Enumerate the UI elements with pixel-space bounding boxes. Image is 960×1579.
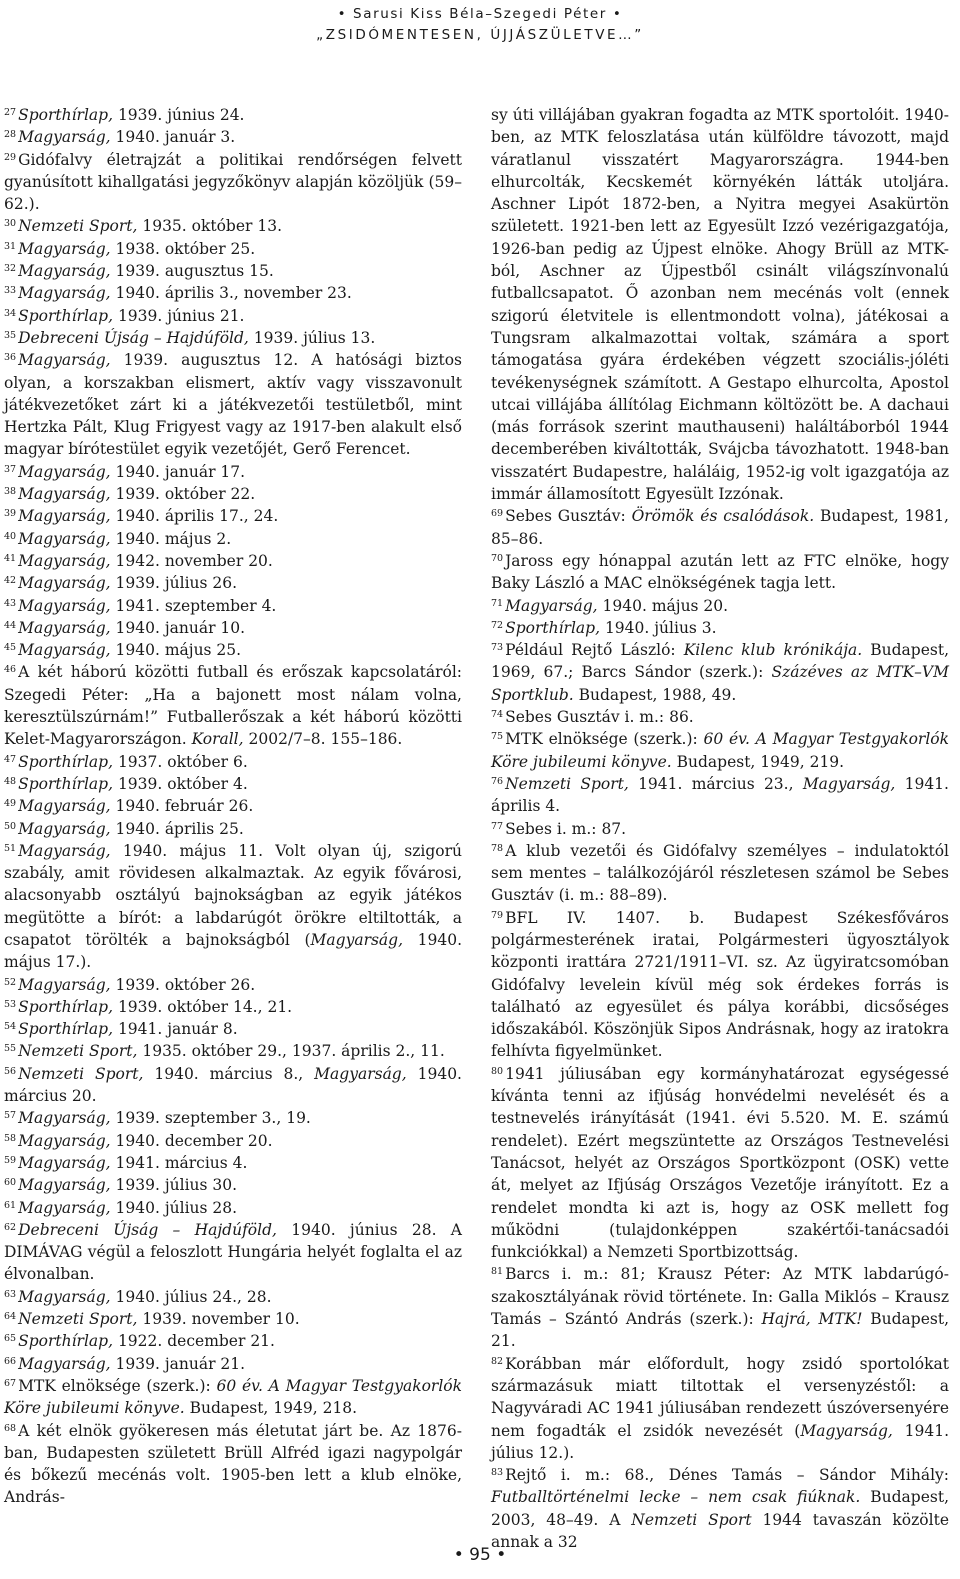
footnote: [491, 1063, 949, 1264]
footnote-text: Sporthírlap, 1939. október 4.: [18, 774, 248, 793]
footnote-text: Rejtő i. m.: 68., Dénes Tamás – Sándor Mihály: Futballtörténelmi lecke – nem csak fiúknak. Budapest, 2003, 48–49. A Nemzeti Sport 1944 tavaszán közölte annak a 32: [491, 1466, 949, 1551]
footnote: [4, 483, 462, 505]
footnote: [4, 327, 462, 349]
footnote: [4, 773, 462, 795]
footnote-text: Magyarság, 1942. november 20.: [18, 551, 273, 570]
footnote-text: Gidófalvy életrajzát a politikai rendőrségen felvett gyanúsított kihallgatási jegyzőkönyv alapján közöljük (59–62.).: [4, 150, 462, 214]
footnote-text: Magyarság, 1940. május 20.: [505, 596, 729, 615]
footnote-text: Magyarság, 1940. január 10.: [18, 618, 246, 637]
footnote-text: Magyarság, 1939. október 26.: [18, 975, 256, 994]
footnote-text: Nemzeti Sport, 1940. március 8., Magyarság, 1940. március 20.: [4, 1064, 462, 1106]
page-number: • 95 •: [453, 1545, 507, 1565]
footnote-number: 52: [4, 976, 17, 988]
footnote-number: 58: [4, 1132, 17, 1144]
footnote-number: 50: [4, 820, 17, 832]
footnote: [491, 595, 949, 617]
footnote-text: Nemzeti Sport, 1935. október 13.: [18, 217, 283, 236]
footnote-number: 81: [491, 1266, 504, 1278]
footnote: [4, 1197, 462, 1219]
footnote-number: 30: [4, 218, 17, 230]
footnote-text: Barcs i. m.: 81; Krausz Péter: Az MTK labdarúgó-szakosztályának rövid története. In: Galla Miklós – Krausz Tamás – Szántó András (szerk.): Hajrá, MTK! Budapest, 21.: [491, 1265, 950, 1351]
footnote-number: 66: [4, 1355, 17, 1367]
footnote-number: 71: [491, 597, 504, 609]
footnote: [4, 528, 462, 550]
footnote-text: Magyarság, 1940. április 25.: [18, 819, 244, 838]
footnote-text: Magyarság, 1940. február 26.: [18, 797, 254, 816]
footnote: [4, 1174, 462, 1196]
footnote: [4, 1040, 462, 1062]
footnote: [4, 126, 462, 148]
footnote-number: 76: [491, 775, 504, 787]
footnote-number: 62: [4, 1221, 17, 1233]
footnote-text: MTK elnöksége (szerk.): 60 év. A Magyar Testgyakorlók Köre jubileumi könyve. Budapest, 1949, 218.: [4, 1376, 463, 1418]
footnote-text: Például Rejtő László: Kilenc klub krónikája. Budapest, 1969, 67.; Barcs Sándor (szerk.): Százéves az MTK–VM Sportklub. Budapest, 1988, 49.: [491, 641, 950, 704]
footnote-text: Nemzeti Sport, 1939. november 10.: [18, 1310, 300, 1329]
footnote-text: Sebes Gusztáv i. m.: 86.: [505, 708, 694, 727]
footnote-text: Magyarság, 1939. január 21.: [18, 1354, 246, 1373]
footnote: [491, 617, 949, 639]
footnote-number: 31: [4, 240, 17, 252]
footnote: [491, 773, 949, 818]
footnote-number: 83: [491, 1467, 504, 1479]
footnote: [4, 550, 462, 572]
footnote-text: Debreceni Újság – Hajdúföld, 1939. július 13.: [18, 328, 376, 347]
footnote-text: Magyarság, 1940. január 17.: [18, 462, 246, 481]
footnote-number: 60: [4, 1177, 17, 1189]
footnote: [4, 505, 462, 527]
footnote-number: 37: [4, 463, 17, 475]
footnote-text: Magyarság, 1940. július 24., 28.: [18, 1287, 272, 1306]
footnote-text: Sporthírlap, 1940. július 3.: [505, 618, 717, 637]
running-head-authors: • Sarusi Kiss Béla–Szegedi Péter •: [337, 6, 623, 22]
footnote-number: 51: [4, 842, 17, 854]
footnote: [4, 1063, 462, 1108]
footnote-text: Jaross egy hónappal azután lett az FTC elnöke, hogy Baky László a MAC elnökségének tagja lett.: [491, 551, 949, 593]
footnote-text: Magyarság, 1940. április 3., november 23.: [18, 284, 352, 303]
footnote-text: Magyarság, 1939. augusztus 15.: [18, 262, 274, 281]
footnote: [4, 840, 462, 974]
footnote: [491, 907, 949, 1063]
footnote: [4, 818, 462, 840]
footnote: [491, 706, 949, 728]
footnote-text: Magyarság, 1939. október 22.: [18, 485, 256, 504]
footnote: [4, 149, 462, 216]
footnote-number: 69: [491, 508, 504, 520]
footnote-text: A klub vezetői és Gidófalvy személyes – indulatoktól sem mentes – találkozójáról részletesen számol be Sebes Gusztáv (i. m.: 88–89).: [491, 841, 949, 905]
footnote-number: 53: [4, 998, 17, 1010]
footnote-text: Magyarság, 1940. július 28.: [18, 1198, 238, 1217]
footnote: [4, 1420, 462, 1509]
footnote-text: Magyarság, 1940. április 17., 24.: [18, 507, 279, 526]
footnote-text: Magyarság, 1940. december 20.: [18, 1131, 273, 1150]
footnote-text: Magyarság, 1940. január 3.: [18, 128, 236, 147]
footnote: [4, 215, 462, 237]
footnote: [4, 639, 462, 661]
footnote-number: 39: [4, 508, 17, 520]
footnote-number: 54: [4, 1021, 17, 1033]
footnote: [4, 795, 462, 817]
footnote-number: 79: [491, 909, 504, 921]
footnote: [491, 840, 949, 907]
footnote: [4, 996, 462, 1018]
footnote-number: 80: [491, 1065, 504, 1077]
footnote: [491, 818, 949, 840]
footnote-number: 75: [491, 731, 504, 743]
footnote-number: 40: [4, 530, 17, 542]
footnote-number: 78: [491, 842, 504, 854]
footnote-number: 33: [4, 285, 17, 297]
footnote: [4, 282, 462, 304]
footnote: [491, 1464, 949, 1553]
footnote: [4, 974, 462, 996]
footnote: [4, 1107, 462, 1129]
footnote-text: Magyarság, 1939. szeptember 3., 19.: [18, 1109, 311, 1128]
footnote: [491, 639, 949, 706]
footnote-number: 35: [4, 329, 17, 341]
footnote-text: Sebes i. m.: 87.: [505, 819, 627, 838]
footnote-number: 36: [4, 352, 17, 364]
footnote-number: 57: [4, 1110, 17, 1122]
footnote: [4, 461, 462, 483]
footnote-number: 44: [4, 619, 17, 631]
footnote-number: 63: [4, 1288, 17, 1300]
footnote-text: Korábban már előfordult, hogy zsidó sportolókat származásuk miatt tiltottak el versenyzéstől: a Nagyváradi AC 1941 júliusában rendezett úszóversenyére nem fogadták el zsidók nevezését (Magyarság, 1941. július 12.).: [491, 1354, 949, 1462]
footnote-number: 38: [4, 486, 17, 498]
running-head: [0, 4, 960, 46]
footnote: [4, 1353, 462, 1375]
footnote-text: MTK elnöksége (szerk.): 60 év. A Magyar Testgyakorlók Köre jubileumi könyve. Budapest, 1949, 219.: [491, 730, 950, 771]
footnote-number: 74: [491, 709, 504, 721]
footnote: [4, 104, 462, 126]
footnote-text: Sporthírlap, 1937. október 6.: [18, 752, 248, 771]
footnote: [4, 1130, 462, 1152]
footnote-text: A két háború közötti futball és erőszak kapcsolatáról: Szegedi Péter: „Ha a bajonett most nálam volna, keresztülszúrnám!” Futballerőszak a két háború közötti Kelet-Magyarországon. Korall, 2002/7–8. 155–186.: [4, 663, 462, 749]
footnote-number: 61: [4, 1199, 17, 1211]
running-head-title: „ZSIDÓMENTESEN, ÚJJÁSZÜLETVE…”: [316, 27, 644, 43]
footnote: [4, 1308, 462, 1330]
footnote-number: 46: [4, 664, 17, 676]
footnote: [4, 305, 462, 327]
footnote-text: sy úti villájában gyakran fogadta az MTK sportolóit. 1940-ben, az MTK feloszlatása után külföldre távozott, majd váratlanul visszatért Magyarországra. 1944-ben elhurcolták, Kecskemét környékén látták utoljára. Aschner Lipót 1872-ben, a Nyitra megyei Asakürtön született. 1921-ben lett az Egyesült Izzó vezérigazgatója, 1926-ban pedig az Újpest elnöke. Ahogy Brüll az MTK-ból, Aschner az Újpestből csinált világszínvonalú futballcsapatot. Ő azonban nem mecénás volt (ennek szigorú életvitele is ellentmondott volna), játékosai a Tungsram alkalmazottai voltak, számára a sport támogatása gyára érdekében végzett szociális-jóléti tevékenységnek számított. A Gestapo elhurcolta, Apostol utcai villájába állítólag Eichmann költözött be. A dachaui (más források szerint mauthauseni) haláltáborból 1944 decemberében kiváltották, Svájcba távozhatott. 1948-ban visszatért Budapestre, haláláig, 1952-ig volt igazgatója az immár államosított Egyesült Izzónak.: [491, 106, 949, 504]
footnote-number: 55: [4, 1043, 17, 1055]
footnote-number: 49: [4, 798, 17, 810]
footnote: [4, 1286, 462, 1308]
footnote: [491, 104, 949, 505]
footnote-text: Sporthírlap, 1922. december 21.: [18, 1332, 275, 1351]
footnote-text: Nemzeti Sport, 1935. október 29., 1937. április 2., 11.: [18, 1042, 445, 1061]
footnote-number: 27: [4, 107, 17, 118]
footnote-number: 47: [4, 753, 17, 765]
footnote: [4, 349, 462, 460]
footnote: [4, 572, 462, 594]
footnote-number: 32: [4, 263, 17, 275]
footnotes-column-left: [4, 104, 462, 1509]
footnote-text: Magyarság, 1940. május 2.: [18, 529, 232, 548]
footnote-number: 43: [4, 597, 17, 609]
footnote-number: 34: [4, 307, 17, 319]
footnote-number: 72: [491, 619, 504, 631]
footnote-text: Sebes Gusztáv: Örömök és csalódások. Budapest, 1981, 85–86.: [491, 507, 949, 548]
footnote: [4, 238, 462, 260]
footnote-number: 68: [4, 1422, 17, 1434]
footnote-text: BFL IV. 1407. b. Budapest Székesfőváros polgármesterének iratai, Polgármesteri ügyosztályok központi irattára 2721/1911–VI. sz. Az ügyiratcsomóban Gidófalvy levelein kívül még sok érdekes forrás is található az egyesület és pálya korábbi, dicsőséges időszakából. Köszönjük Sipos Andrásnak, hogy az iratokra felhívta figyelmünket.: [491, 908, 949, 1061]
footnote-text: Sporthírlap, 1939. június 21.: [18, 306, 245, 325]
footnote-text: Sporthírlap, 1939. június 24.: [18, 106, 245, 124]
footnote: [491, 550, 949, 595]
footnotes-column-right: [491, 104, 949, 1553]
footnote: [4, 1375, 462, 1420]
footnote-text: Nemzeti Sport, 1941. március 23., Magyarság, 1941. április 4.: [491, 774, 949, 816]
footnote-number: 56: [4, 1065, 17, 1077]
footnote: [491, 1353, 949, 1464]
footnote-text: Magyarság, 1940. május 25.: [18, 641, 242, 660]
footnote-text: Magyarság, 1938. október 25.: [18, 239, 256, 258]
footnote-text: Magyarság, 1939. július 26.: [18, 574, 238, 593]
footnote-text: Magyarság, 1939. augusztus 12. A hatósági biztos olyan, a korszakban elismert, aktív vagy visszavonult játékvezetőket zárt ki a játékvezetői testületből, mint Hertzka Pált, Klug Frigyest vagy az 1917-ben alakult első magyar bírótestület egyik vezetőjét, Gerő Ferencet.: [4, 351, 462, 459]
footnote-number: 45: [4, 642, 17, 654]
footnote-text: Magyarság, 1941. szeptember 4.: [18, 596, 277, 615]
footnote-text: Magyarság, 1940. május 11. Volt olyan új, szigorú szabály, amit rövidesen alkalmaztak. Az egyik fővárosi, alacsonyabb osztályú bajnokságban az egyik játékos megütötte a bírót: a labdarúgót örökre eltiltották, a csapatot törölték a bajnokságból (Magyarság, 1940. május 17.).: [4, 841, 462, 972]
footnote-text: Sporthírlap, 1941. január 8.: [18, 1020, 238, 1039]
footnote-text: Magyarság, 1939. július 30.: [18, 1176, 238, 1195]
footnote-text: 1941 júliusában egy kormányhatározat egységessé kívánta tenni az ifjúság honvédelmi nevelését és a testnevelés irányítását (1941. évi 5.520. M. E. számú rendelet). Ezért megszüntette az Országos Testnevelési Tanácsot, helyét az Országos Sportközpont (OSK) vette át, melyet az Ifjúság Országos Vezetője irányított. Ez a rendelet mondta ki azt is, hogy az OSK mellett fog működni (tulajdonképpen szakértői-tanácsadói funkciókkal) a Nemzeti Sportbizottság.: [491, 1064, 949, 1262]
footnote-number: 82: [491, 1355, 504, 1367]
footnote-number: 48: [4, 775, 17, 787]
footnote-number: 77: [491, 820, 504, 832]
footnote: [4, 1330, 462, 1352]
footnote-number: 29: [4, 151, 17, 163]
footnote-number: 64: [4, 1311, 17, 1323]
footnote: [4, 617, 462, 639]
footnote-number: 59: [4, 1154, 17, 1166]
footnote: [491, 728, 949, 773]
footnote: [4, 1018, 462, 1040]
footnote-text: Debreceni Újság – Hajdúföld, 1940. június 28. A DIMÁVAG végül a feloszlott Hungária helyét foglalta el az élvonalban.: [4, 1220, 462, 1284]
footnote-number: 67: [4, 1377, 17, 1389]
footnote-number: 41: [4, 552, 17, 564]
footnote: [4, 1152, 462, 1174]
footnote-number: 42: [4, 575, 17, 587]
footnote: [4, 595, 462, 617]
footnote-number: 73: [491, 642, 504, 654]
footnote-number: 65: [4, 1333, 17, 1345]
footnote: [4, 661, 462, 750]
footnote: [491, 505, 949, 550]
footnote: [4, 260, 462, 282]
footnote-number: 28: [4, 129, 17, 141]
footnote: [4, 751, 462, 773]
footnote-text: A két elnök gyökeresen más életutat járt be. Az 1876-ban, Budapesten született Brüll Alfréd igazi nagypolgár és bőkezű mecénás volt. 1905-ben lett a klub elnöke, András-: [4, 1421, 462, 1507]
footnote: [4, 1219, 462, 1286]
footnote-number: 70: [491, 552, 504, 564]
footnote-text: Magyarság, 1941. március 4.: [18, 1153, 248, 1172]
footnote: [491, 1263, 949, 1352]
footnote-text: Sporthírlap, 1939. október 14., 21.: [18, 997, 293, 1016]
